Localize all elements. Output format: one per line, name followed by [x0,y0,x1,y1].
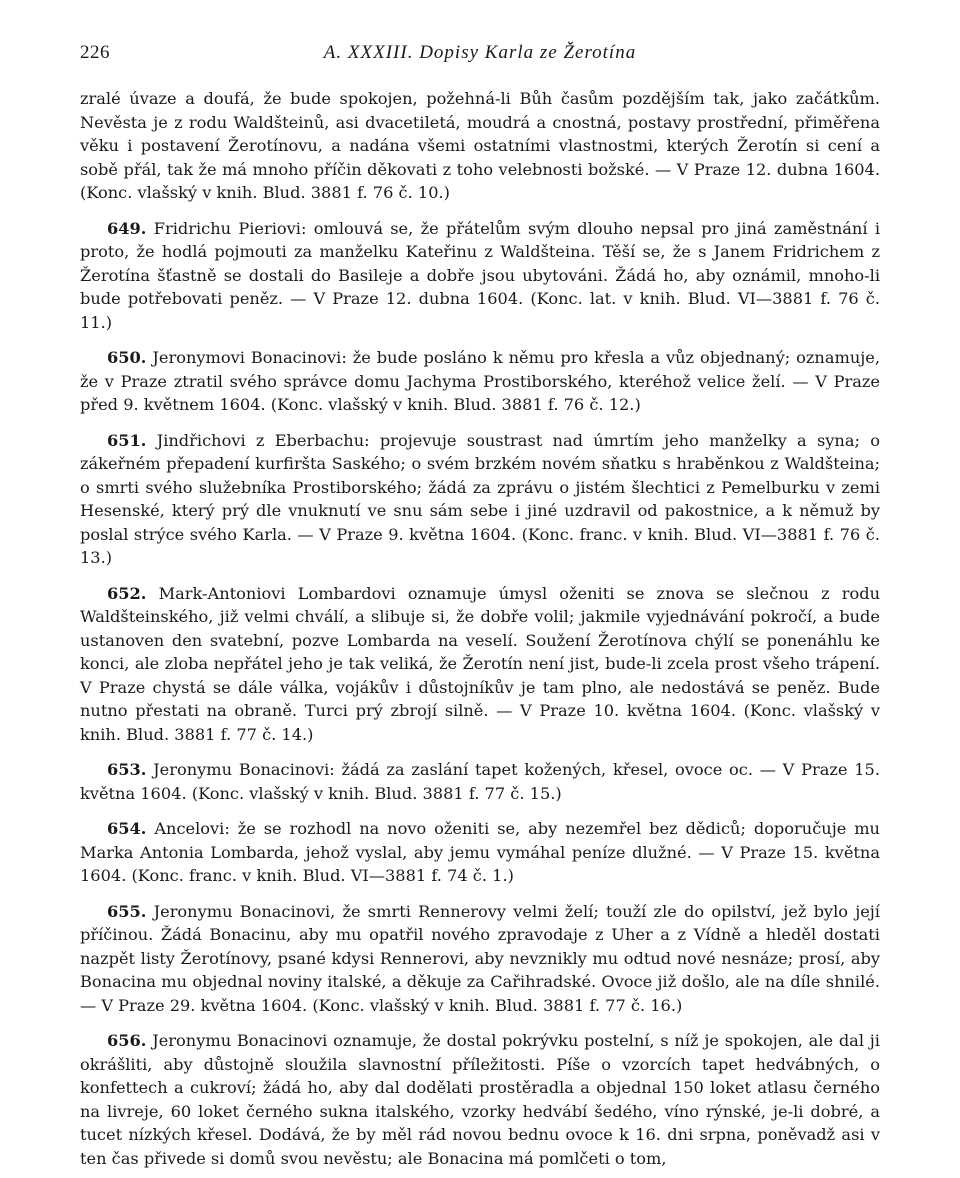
entry-651 [80,429,880,570]
entry-text: Jeronymovi Bonacinovi: že bude posláno k němu pro křesla a vůz objednaný; oznamuje, že v Praze ztratil svého správce domu Jachyma Prostiborského, kteréhož velice želí. — V Praze před 9. květnem 1604. (Konc. vlašský v knih. Blud. 3881 f. 76 č. 12.) [80,348,880,414]
entry-text: Jeronymu Bonacinovi, že smrti Rennerovy velmi želí; touží zle do opilství, jež bylo její příčinou. Žádá Bonacinu, aby mu opatřil nového zpravodaje z Uher a z Vídně a hleděl dostati nazpět listy Žerotínovy, psané kdysi Rennerovi, aby nevznikly mu odtud nové nesnáze; prosí, aby Bonacina mu objednal noviny italské, a děkuje za Cařihradské. Ovoce již došlo, ale na díle shnilé. — V Praze 29. května 1604. (Konc. vlašský v knih. Blud. 3881 f. 77 č. 16.) [80,901,880,1015]
entry-text: Ancelovi: že se rozhodl na novo oženiti se, aby nezemřel bez dědiců; doporučuje mu Marka Antonia Lombarda, jehož vyslal, aby jemu vymáhal peníze dlužné. — V Praze 15. května 1604. (Konc. franc. v knih. Blud. VI—3881 f. 74 č. 1.) [80,819,880,885]
entry-652 [80,582,880,747]
running-title: A. XXXIII. Dopisy Karla ze Žerotína [323,42,637,63]
text-body [80,87,880,1170]
page-number: 226 [80,42,110,63]
entry-number: 650. [107,348,147,367]
entry-text: Mark-Antoniovi Lombardovi oznamuje úmysl oženiti se znova se slečnou z rodu Waldšteinského, již velmi chválí, a slibuje si, že dobře volil; jakmile vyjednávání pokročí, a bude ustanoven den svatební, pozve Lombarda na veselí. Soužení Žerotínova chýlí se ponenáhlu ke konci, ale zloba nepřátel jeho je tak veliká, že Žerotín není jist, bude-li zcela prost všeho trápení. V Praze chystá se dále válka, vojákův i důstojníkův je tam plno, ale nedostává se peněz. Bude nutno přestati na obraně. Turci prý zbrojí silně. — V Praze 10. května 1604. (Konc. vlašský v knih. Blud. 3881 f. 77 č. 14.) [80,583,880,744]
entry-656 [80,1029,880,1170]
entry-653 [80,758,880,805]
entry-655 [80,900,880,1018]
entry-text: Jindřichovi z Eberbachu: projevuje soustrast nad úmrtím jeho manželky a syna; o zákeřném přepadení kurfiršta Saského; o svém brzkém novém sňatku s hraběnkou z Waldšteina; o smrti svého služebníka Prostiborského; žádá za zprávu o jistém šlechtici z Pemelburku v zemi Hesenské, který prý dle vnuknutí ve snu sám sebe i jiné uzdravil od pakostnice, a k němuž by poslal strýce svého Karla. — V Praze 9. května 1604. (Konc. franc. v knih. Blud. VI—3881 f. 76 č. 13.) [80,430,880,567]
entry-649 [80,217,880,335]
entry-number: 655. [107,901,147,921]
entry-number: 656. [107,1031,147,1050]
entry-text: Jeronymu Bonacinovi: žádá za zaslání tapet kožených, křesel, ovoce oc. — V Praze 15. května 1604. (Konc. vlašský v knih. Blud. 3881 f. 77 č. 15.) [80,760,880,803]
entry-654 [80,817,880,888]
entry-number: 651. [107,430,147,450]
entry-text: Jeronymu Bonacinovi oznamuje, že dostal pokrývku postelní, s níž je spokojen, ale dal ji okrášliti, aby důstojně sloužila slavnostní příležitosti. Píše o vzorcích tapet hedvábných, o konfettech a cukroví; žádá ho, aby dal dodělati prostěradla a objednal 150 loket atlasu černého na livreje, 60 loket černého sukna italského, vzorky hedvábí šedého, víno rýnské, je-li dobré, a tucet nízkých křesel. Dodává, že by měl rád novou bednu ovoce k 16. dni srpna, poněvadž asi v ten čas přivede si domů svou nevěstu; ale Bonacina má pomlčeti o tom, [80,1031,880,1168]
running-head [80,38,880,68]
entry-text: Fridrichu Pieriovi: omlouvá se, že přátelům svým dlouho nepsal pro jiná zaměstnání i proto, že hodlá pojmouti za manželku Kateřinu z Waldšteina. Těší se, že s Janem Fridrichem z Žerotína šťastně se dostali do Basileje a dobře jsou ubytováni. Žádá ho, aby oznámil, mnoho-li bude potřebovati peněz. — V Praze 12. dubna 1604. (Konc. lat. v knih. Blud. VI—3881 f. 76 č. 11.) [80,218,880,332]
book-page [80,38,880,1170]
continuation-paragraph: zralé úvaze a doufá, že bude spokojen, požehná-li Bůh časům pozdějším tak, jako začátkům. Nevěsta je z rodu Waldšteinů, asi dvacetiletá, moudrá a cnostná, postavy prostřední, přiměřena věku i postavení Žerotínovu, a nadána všemi ostatními vlastnostmi, kterých Žerotín si cení a sobě přál, tak že má mnoho příčin děkovati z toho velebnosti božské. — V Praze 12. dubna 1604. (Konc. vlašský v knih. Blud. 3881 f. 76 č. 10.) [80,89,880,202]
entry-650 [80,346,880,417]
entry-number: 653. [107,760,147,779]
entry-number: 654. [107,819,147,838]
entry-number: 649. [107,218,147,238]
entry-number: 652. [107,583,147,603]
